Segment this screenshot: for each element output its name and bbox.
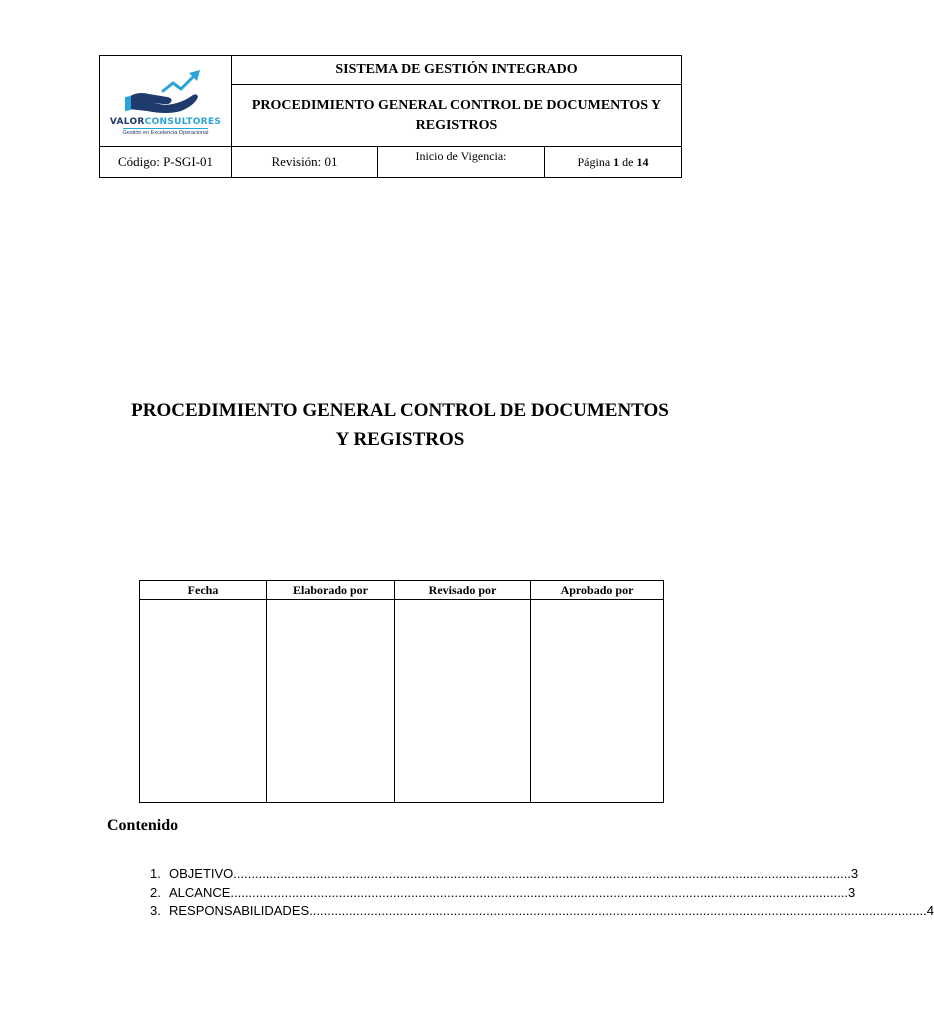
toc-item[interactable] bbox=[150, 903, 934, 922]
column-approved-by bbox=[531, 581, 663, 802]
title-line-1: PROCEDIMIENTO GENERAL CONTROL DE DOCUMENTOS bbox=[131, 400, 669, 421]
document-revision: Revisión: 01 bbox=[232, 147, 378, 177]
column-prepared-by bbox=[267, 581, 395, 802]
system-name: SISTEMA DE GESTIÓN INTEGRADO bbox=[232, 56, 681, 85]
toc-label: ALCANCE bbox=[169, 884, 231, 900]
title-line-2: Y REGISTROS bbox=[335, 429, 465, 450]
logo-cell bbox=[100, 56, 232, 147]
column-header: Fecha bbox=[140, 581, 266, 600]
column-header: Revisado por bbox=[395, 581, 530, 600]
toc-page: 4 bbox=[926, 903, 934, 918]
toc-page: 3 bbox=[848, 884, 856, 900]
hand-growth-icon bbox=[123, 67, 209, 115]
company-logo bbox=[111, 67, 221, 136]
toc-leader: ........................................................................................................................................................................... bbox=[230, 884, 849, 900]
toc-item[interactable] bbox=[150, 884, 856, 904]
toc-item[interactable] bbox=[150, 866, 859, 885]
toc-page: 3 bbox=[850, 866, 859, 881]
document-header-table bbox=[99, 55, 682, 178]
page-number: Página 1 de 14 bbox=[577, 154, 649, 169]
toc-leader: ........................................................................................................................................................................... bbox=[309, 903, 927, 918]
toc-number: 1. bbox=[150, 866, 161, 881]
approval-table bbox=[139, 580, 664, 803]
toc-label: OBJETIVO bbox=[169, 866, 234, 881]
toc-number: 2. bbox=[150, 884, 161, 900]
contents-heading: Contenido bbox=[107, 817, 179, 834]
column-header: Elaborado por bbox=[267, 581, 394, 600]
procedure-name: PROCEDIMIENTO GENERAL CONTROL DE DOCUMENTOS Y REGISTROS bbox=[232, 85, 681, 147]
toc-number: 3. bbox=[150, 903, 161, 918]
column-reviewed-by bbox=[395, 581, 531, 802]
toc-leader: ........................................................................................................................................................................... bbox=[233, 866, 851, 881]
brand-tagline: Gestión en Excelencia Operacional bbox=[122, 129, 209, 136]
document-code: Código: P-SGI-01 bbox=[100, 147, 232, 177]
column-date bbox=[140, 581, 267, 802]
document-title bbox=[100, 396, 700, 454]
toc-label: RESPONSABILIDADES bbox=[169, 903, 310, 918]
table-of-contents bbox=[150, 866, 934, 922]
validity-start: Inicio de Vigencia: bbox=[378, 147, 545, 177]
column-header: Aprobado por bbox=[531, 581, 663, 600]
brand-name: VALORCONSULTORES bbox=[109, 116, 222, 127]
